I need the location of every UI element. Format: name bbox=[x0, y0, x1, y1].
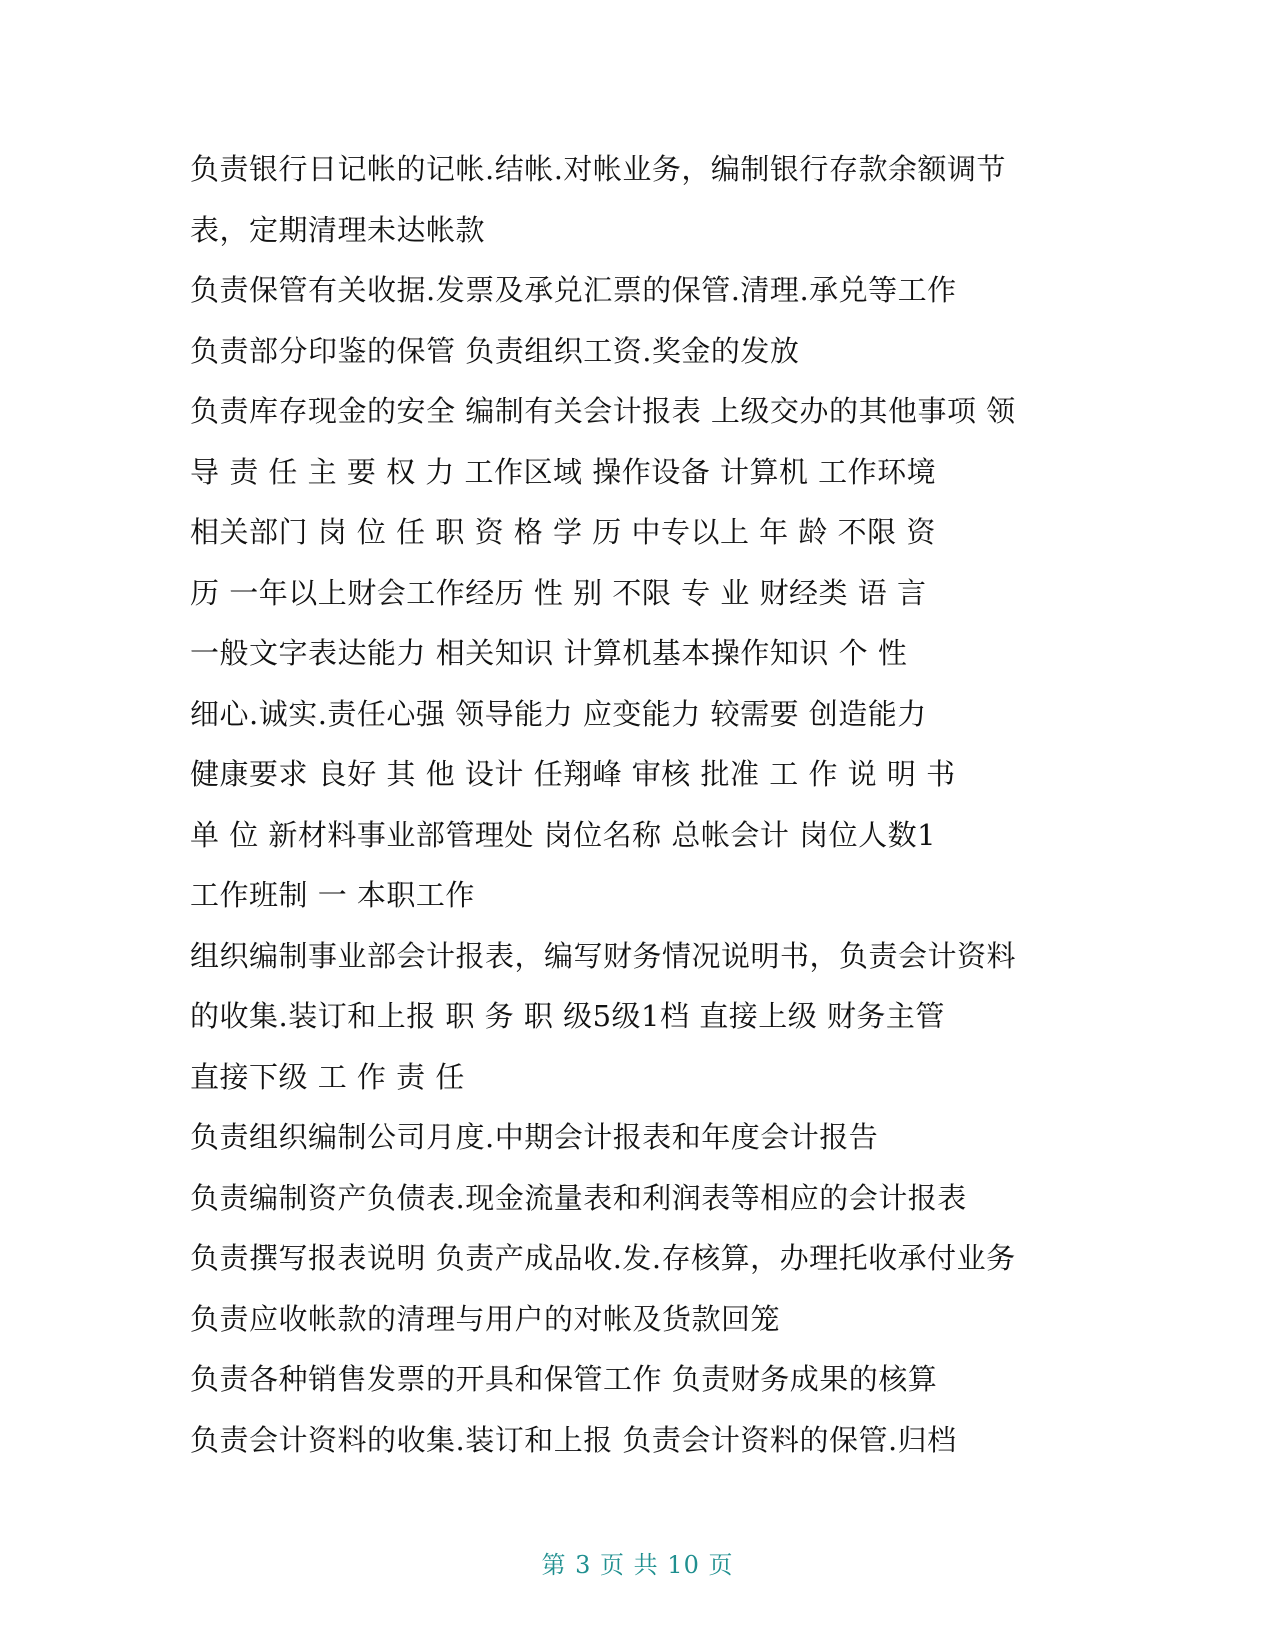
text-line: 直接下级 工 作 责 任 bbox=[190, 1059, 465, 1094]
text-line: 历 一年以上财会工作经历 性 别 不限 专 业 财经类 语 言 bbox=[190, 575, 927, 610]
text-line: 负责库存现金的安全 编制有关会计报表 上级交办的其他事项 领 bbox=[190, 394, 1016, 428]
text-line: 表，定期清理未达帐款 bbox=[190, 212, 486, 247]
text-line: 一般文字表达能力 相关知识 计算机基本操作知识 个 性 bbox=[190, 636, 908, 670]
text-line: 相关部门 岗 位 任 职 资 格 学 历 中专以上 年 龄 不限 资 bbox=[190, 515, 936, 549]
text-line: 负责编制资产负债表.现金流量表和利润表等相应的会计报表 bbox=[190, 1180, 967, 1215]
text-line: 负责会计资料的收集.装订和上报 负责会计资料的保管.归档 bbox=[190, 1422, 957, 1457]
text-line: 导 责 任 主 要 权 力 工作区域 操作设备 计算机 工作环境 bbox=[190, 454, 937, 489]
text-line: 负责组织编制公司月度.中期会计报表和年度会计报告 bbox=[190, 1120, 879, 1154]
text-line: 健康要求 良好 其 他 设计 任翔峰 审核 批准 工 作 说 明 书 bbox=[190, 757, 956, 791]
page-footer: 第 3 页 共 10 页 bbox=[541, 1551, 734, 1579]
text-line: 负责撰写报表说明 负责产成品收.发.存核算，办理托收承付业务 bbox=[190, 1241, 1016, 1275]
text-line: 负责应收帐款的清理与用户的对帐及货款回笼 bbox=[190, 1301, 781, 1336]
text-line: 负责部分印鉴的保管 负责组织工资.奖金的发放 bbox=[190, 333, 800, 368]
body-text bbox=[190, 148, 1090, 1479]
text-line: 负责各种销售发票的开具和保管工作 负责财务成果的核算 bbox=[190, 1362, 938, 1396]
text-line: 细心.诚实.责任心强 领导能力 应变能力 较需要 创造能力 bbox=[190, 696, 927, 731]
text-line: 工作班制 一 本职工作 bbox=[190, 878, 475, 912]
text-line: 的收集.装订和上报 职 务 职 级5级1档 直接上级 财务主管 bbox=[190, 999, 945, 1033]
text-line: 单 位 新材料事业部管理处 岗位名称 总帐会计 岗位人数1 bbox=[190, 817, 937, 852]
text-line: 组织编制事业部会计报表，编写财务情况说明书，负责会计资料 bbox=[190, 938, 1017, 973]
text-line: 负责保管有关收据.发票及承兑汇票的保管.清理.承兑等工作 bbox=[190, 273, 957, 307]
text-line: 负责银行日记帐的记帐.结帐.对帐业务，编制银行存款余额调节 bbox=[190, 152, 1006, 186]
